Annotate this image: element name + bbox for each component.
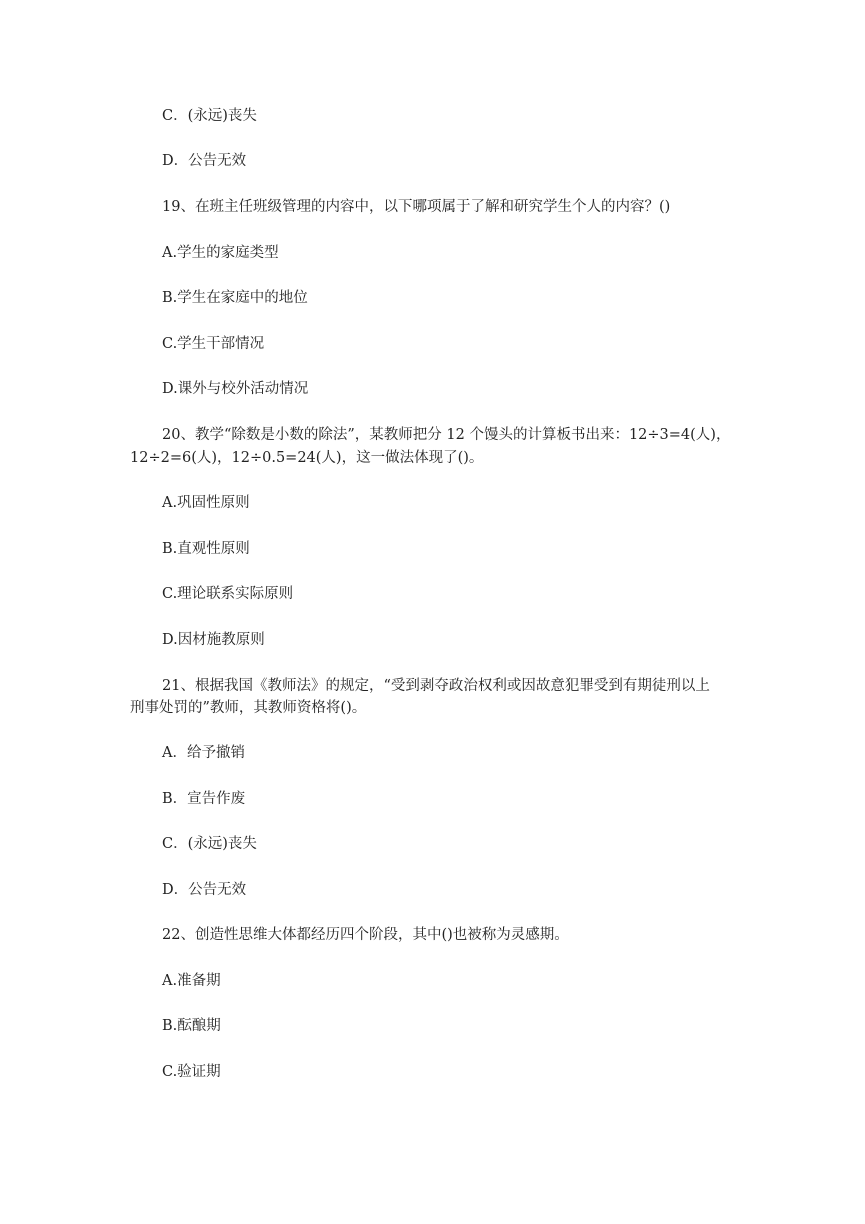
question-21-line-1: 21、根据我国《教师法》的规定，“受到剥夺政治权利或因故意犯罪受到有期徒刑以上 (162, 678, 710, 694)
q21-option-b: B．宣告作废 (162, 791, 246, 807)
q22-option-a: A.准备期 (162, 973, 221, 989)
q20-option-a: A.巩固性原则 (162, 495, 250, 511)
option-c-prev: C．(永远)丧失 (162, 108, 257, 124)
option-d-prev: D．公告无效 (162, 153, 247, 169)
q19-option-c: C.学生干部情况 (162, 336, 265, 352)
question-19: 19、在班主任班级管理的内容中，以下哪项属于了解和研究学生个人的内容？() (162, 199, 671, 215)
q21-option-a: A．给予撤销 (162, 745, 245, 761)
q19-option-d: D.课外与校外活动情况 (162, 381, 309, 397)
question-20-line-2: 12÷2=6(人)，12÷0.5=24(人)，这一做法体现了()。 (130, 450, 484, 466)
q19-option-b: B.学生在家庭中的地位 (162, 290, 308, 306)
question-21-line-2: 刑事处罚的”教师，其教师资格将()。 (130, 700, 367, 716)
q22-option-c: C.验证期 (162, 1064, 221, 1080)
q20-option-c: C.理论联系实际原则 (162, 586, 294, 602)
question-20-line-1: 20、教学“除数是小数的除法”，某教师把分 12 个馒头的计算板书出来：12÷3=4(人)， (162, 427, 731, 443)
q20-option-b: B.直观性原则 (162, 541, 250, 557)
q21-option-c: C．(永远)丧失 (162, 836, 257, 852)
q22-option-b: B.酝酿期 (162, 1018, 221, 1034)
q20-option-d: D.因材施教原则 (162, 632, 265, 648)
question-22: 22、创造性思维大体都经历四个阶段，其中()也被称为灵感期。 (162, 927, 569, 943)
q21-option-d: D．公告无效 (162, 882, 247, 898)
q19-option-a: A.学生的家庭类型 (162, 245, 279, 261)
